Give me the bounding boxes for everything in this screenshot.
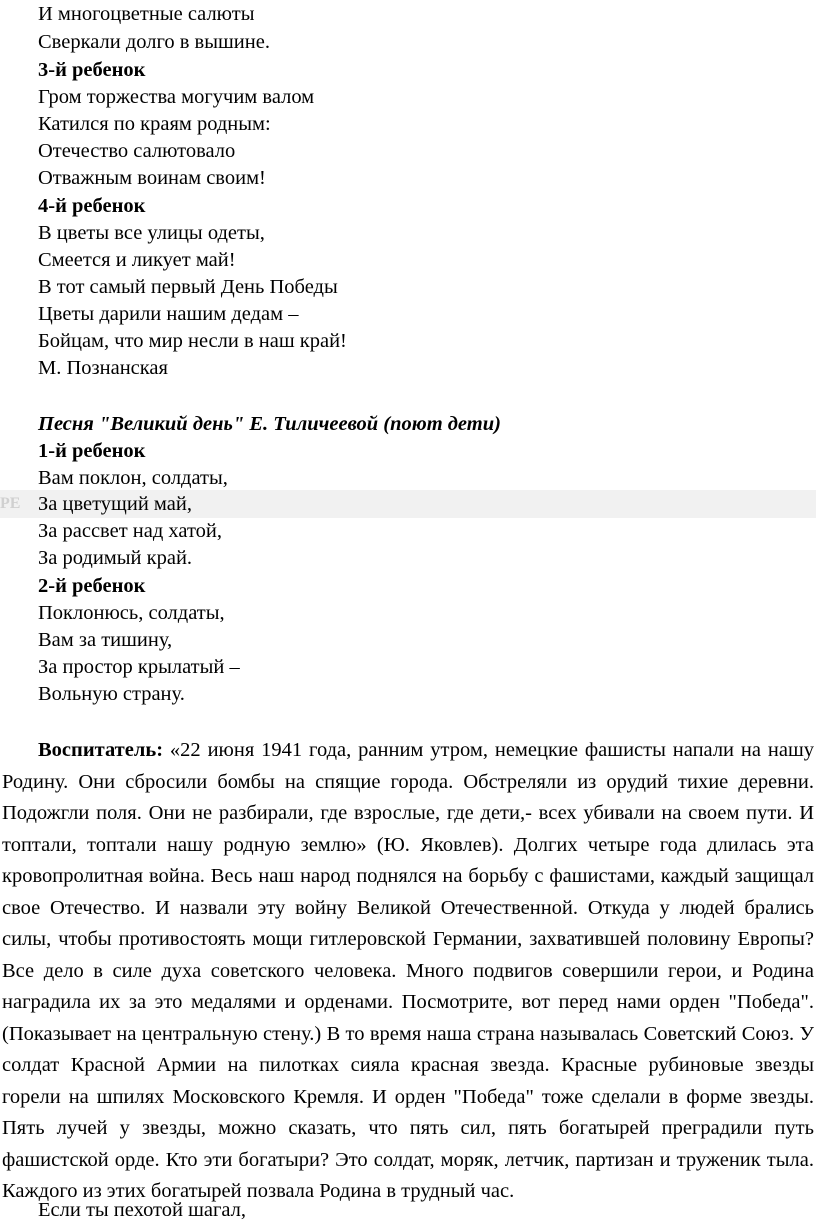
song-line: За цветущий май, — [38, 493, 192, 515]
song-line: Вольную страну. — [38, 683, 185, 705]
song-title: Песня "Великий день" Е. Тиличеевой (поют дети) — [38, 413, 501, 435]
song-line: Поклонюсь, солдаты, — [38, 602, 225, 624]
song-line: Вам за тишину, — [38, 629, 173, 651]
teacher-text: «22 июня 1941 года, ранним утром, немецкие фашисты напали на нашу Родину. Они сбросили бомбы на спящие города. Обстреляли из орудий тихие деревни. Подожгли поля. Они не разбирали, где взрослые, где дети,- всех убивали на своем пути. И топтали, топтали нашу родную землю» (Ю. Яковлев). Долгих четыре года длилась эта кровопролитная война. Весь наш народ поднялся на борьбу с фашистами, каждый защищал свое Отечество. И назвали эту войну Великой Отечественной. Откуда у людей брались силы, чтобы противостоять мощи гитлеровской Германии, захватившей половину Европы? Все дело в силе духа советского человека. Много подвигов совершили герои, и Родина наградила их за это медалями и орденами. Посмотрите, вот перед нами орден "Победа". (Показывает на центральную стену.) В то время наша страна называлась Советский Союз. У солдат Красной Армии на пилотках сияла красная звезда. Красные рубиновые звезды горели на шпилях Московского Кремля. И орден "Победа" тоже сделали в форме звезды. Пять лучей у звезды, можно сказать, что пять сил, пять богатырей преградили путь фашистской орде. Кто эти богатыри? Это солдат, моряк, летчик, партизан и труженик тыла. Каждого из этих богатырей позвала Родина в трудный час. — [2, 739, 814, 1202]
speaker-label: 4-й ребенок — [38, 195, 146, 217]
poem-line: Бойцам, что мир несли в наш край! — [38, 330, 347, 352]
highlight-tag: РЕ — [0, 495, 21, 512]
poem-line: И многоцветные салюты — [38, 3, 255, 25]
poem-line: Если ты пехотой шагал, — [38, 1199, 247, 1221]
poem-line: Сверкали долго в вышине. — [38, 31, 270, 53]
speaker-label: 1-й ребенок — [38, 440, 146, 462]
poem-line: Катился по краям родным: — [38, 113, 271, 135]
teacher-label: Воспитатель: — [38, 739, 164, 761]
poem-line: В цветы все улицы одеты, — [38, 222, 265, 244]
poem-line: В тот самый первый День Победы — [38, 276, 338, 298]
poem-line: Гром торжества могучим валом — [38, 86, 315, 108]
poem-line: Цветы дарили нашим дедам – — [38, 303, 299, 325]
song-line: За рассвет над хатой, — [38, 520, 222, 542]
song-line: За простор крылатый – — [38, 656, 240, 678]
poem-line: Смеется и ликует май! — [38, 249, 236, 271]
song-line: Вам поклон, солдаты, — [38, 467, 228, 489]
speaker-label: 2-й ребенок — [38, 575, 146, 597]
speaker-label: 3-й ребенок — [38, 59, 146, 81]
author-signature: М. Познанская — [38, 357, 168, 379]
teacher-paragraph — [2, 735, 814, 1208]
poem-line: Отважным воинам своим! — [38, 167, 266, 189]
song-line: За родимый край. — [38, 547, 193, 569]
poem-line: Отечество салютовало — [38, 140, 236, 162]
